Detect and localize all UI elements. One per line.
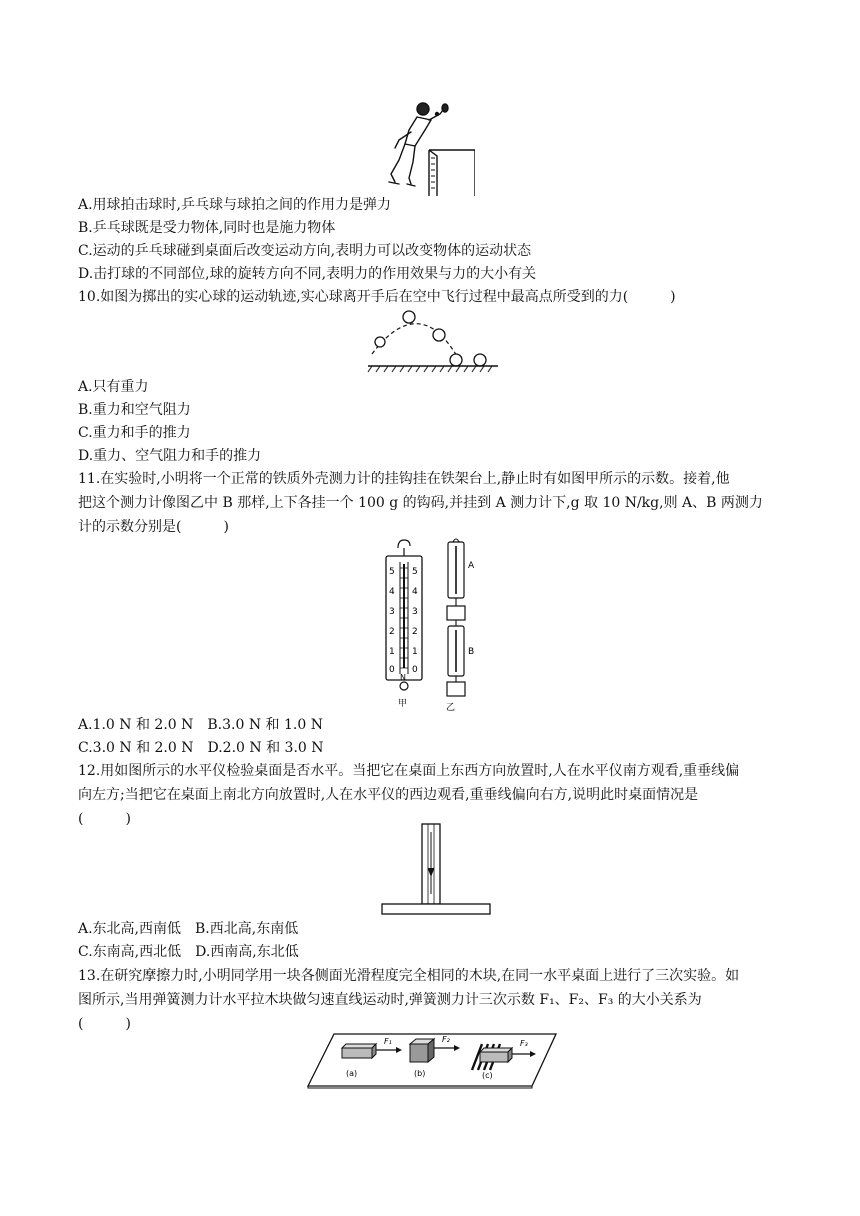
level-instrument-figure [380,822,492,916]
scale-tick-0-left: 0 [389,665,395,675]
label-scale-a: A [468,561,475,571]
scale-unit-n: N [400,673,406,682]
scale-tick-3-right: 3 [412,607,418,617]
scale-tick-4-left: 4 [389,587,395,597]
q13-stem-line-3: ( ) [78,1016,131,1032]
q11-option-line-1: A.1.0 N 和 2.0 N B.3.0 N 和 1.0 N [78,717,323,733]
label-f3: F₃ [520,1039,528,1048]
label-c: (c) [482,1071,493,1080]
scale-tick-0-right: 0 [412,665,418,675]
label-a: (a) [346,1069,358,1078]
ball-trajectory-figure [366,306,506,374]
table-tennis-figure [385,100,475,196]
scale-tick-1-right: 1 [412,647,418,657]
q12-stem-line-1: 12.用如图所示的水平仪检验桌面是否水平。当把它在桌面上东西方向放置时,人在水平仪南方观看,重垂线偏 [78,763,740,779]
q11-stem-line-1: 11.在实验时,小明将一个正常的铁质外壳测力计的挂钩挂在铁架台上,静止时有如图甲所示的示数。接着,他 [78,471,730,487]
q10-option-a: A.只有重力 [78,379,149,395]
scale-tick-5-right: 5 [412,567,418,577]
spring-scale-figure [376,534,492,712]
q11-stem-line-3: 计的示数分别是( ) [78,519,229,535]
label-f1: F₁ [384,1037,392,1046]
scale-tick-2-right: 2 [412,627,418,637]
scale-tick-2-left: 2 [389,627,395,637]
q9-option-d: D.击打球的不同部位,球的旋转方向不同,表明力的作用效果与力的大小有关 [78,266,537,282]
scale-tick-4-right: 4 [412,587,418,597]
q13-stem-line-1: 13.在研究摩擦力时,小明同学用一块各侧面光滑程度完全相同的木块,在同一水平桌面上进行了三次实验。如 [78,968,740,984]
label-b: (b) [414,1069,426,1078]
label-jia: 甲 [398,699,408,709]
friction-experiment-figure [306,1030,558,1090]
q9-option-c: C.运动的乒乓球碰到桌面后改变运动方向,表明力可以改变物体的运动状态 [78,243,532,259]
scale-tick-1-left: 1 [389,647,395,657]
q10-option-b: B.重力和空气阻力 [78,402,191,418]
q11-option-line-2: C.3.0 N 和 2.0 N D.2.0 N 和 3.0 N [78,740,324,756]
q10-option-d: D.重力、空气阻力和手的推力 [78,448,262,464]
scale-tick-3-left: 3 [389,607,395,617]
q10-stem: 10.如图为掷出的实心球的运动轨迹,实心球离开手后在空中飞行过程中最高点所受到的力( ) [78,289,676,305]
q9-option-b: B.乒乓球既是受力物体,同时也是施力物体 [78,220,336,236]
label-yi: 乙 [446,703,456,712]
q12-stem-line-2: 向左方;当把它在桌面上南北方向放置时,人在水平仪的西边观看,重垂线偏向右方,说明此时桌面情况是 [78,787,699,803]
q12-stem-line-3: ( ) [78,811,131,827]
q12-option-line-2: C.东南高,西北低 D.西南高,东北低 [78,944,299,960]
q10-option-c: C.重力和手的推力 [78,425,191,441]
q9-option-a: A.用球拍击球时,乒乓球与球拍之间的作用力是弹力 [78,197,392,213]
q13-stem-line-2: 图所示,当用弹簧测力计水平拉木块做匀速直线运动时,弹簧测力计三次示数 F₁、F₂、F₃ 的大小关系为 [78,992,702,1008]
label-f2: F₂ [442,1035,450,1044]
scale-tick-5-left: 5 [389,567,395,577]
label-scale-b: B [468,647,475,657]
q12-option-line-1: A.东北高,西南低 B.西北高,东南低 [78,921,299,937]
q11-stem-line-2: 把这个测力计像图乙中 B 那样,上下各挂一个 100 g 的钩码,并挂到 A 测力计下,g 取 10 N/kg,则 A、B 两测力 [78,495,763,511]
